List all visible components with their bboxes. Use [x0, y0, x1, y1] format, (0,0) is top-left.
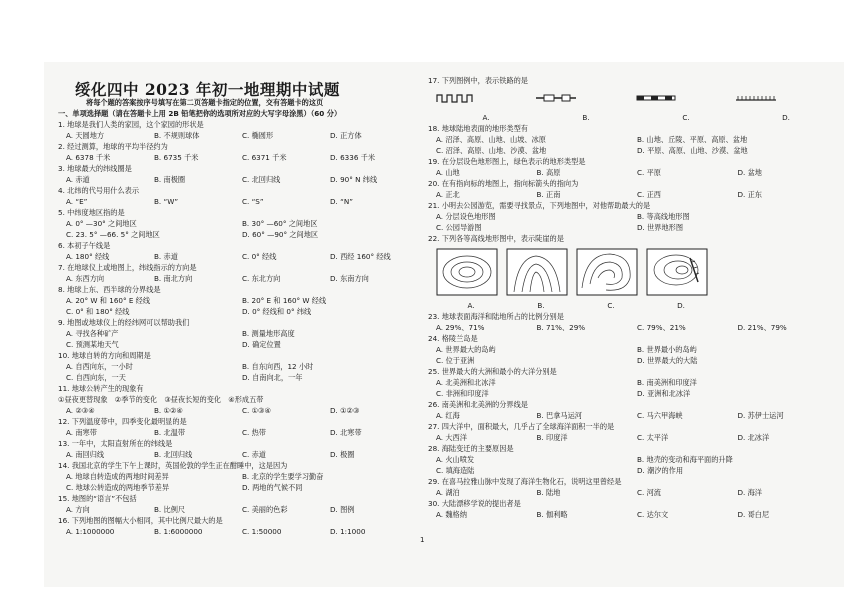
answer-option: C. 河流 — [637, 488, 661, 497]
option-label: D. — [677, 301, 685, 310]
answer-option: B. 等高线地形图 — [637, 212, 690, 221]
answer-option: D. 90° N 纬线 — [330, 175, 378, 184]
answer-option: B. 高原 — [536, 168, 561, 177]
question-text: 7. 在地球仪上或地图上，纬线指示的方向是 — [58, 263, 197, 272]
answer-option: C. 沼泽、高原、山地、沙漠、盆地 — [436, 146, 547, 155]
answer-option: D. 北冰洋 — [737, 433, 770, 442]
option-row — [58, 229, 418, 240]
option-row — [428, 377, 838, 388]
answer-option: A. 火山喷发 — [436, 455, 475, 464]
answer-option: D. 盆地 — [737, 168, 762, 177]
option-row — [428, 134, 838, 145]
option-row — [428, 189, 838, 200]
answer-option: D. 0° 经线和 0° 纬线 — [242, 307, 312, 316]
answer-option: D. 海洋 — [737, 488, 762, 497]
option-row — [58, 526, 418, 537]
answer-option: A. 东西方向 — [66, 274, 105, 283]
answer-option: D. 极圈 — [330, 450, 355, 459]
option-row — [428, 355, 838, 366]
question-22: 22. 下列各等高线地形图中，表示陡崖的是 — [428, 234, 564, 243]
question-text: ①昼夜更替现象 ②季节的变化 ③昼夜长短的变化 ④形成五带 — [58, 395, 264, 404]
answer-option: D. 平原、高原、山地、沙漠、盆地 — [637, 146, 748, 155]
question-text: 8. 地球上东、西半球的分界线是 — [58, 285, 161, 294]
contour-map-d — [646, 248, 708, 296]
option-row — [58, 328, 418, 339]
answer-option: C. “S” — [242, 197, 264, 206]
exam-title: 绥化四中 2023 年初一地理期中试题 — [75, 80, 340, 99]
option-row — [58, 471, 418, 482]
question-text: 3. 地球最大的纬线圈是 — [58, 164, 132, 173]
answer-option: C. 0° 和 180° 经线 — [66, 307, 130, 316]
answer-option: B. 印度洋 — [536, 433, 568, 442]
answer-option: B. 30° —60° 之间地区 — [242, 219, 318, 228]
answer-option: B. 地壳的变动和海平面的升降 — [637, 455, 733, 464]
option-row — [58, 273, 418, 284]
question-text: 16. 下列地图的图幅大小相同，其中比例尺最大的是 — [58, 516, 223, 525]
legend-symbols — [428, 86, 838, 112]
answer-option: A. “E” — [66, 197, 88, 206]
answer-option: B. 20° E 和 160° W 经线 — [242, 296, 327, 305]
answer-option: A. 魏格纳 — [436, 510, 467, 519]
left-column — [58, 97, 418, 537]
contour-map-b — [506, 248, 568, 296]
answer-option: D. 60° —90° 之间地区 — [242, 230, 319, 239]
right-questions-b — [428, 311, 838, 520]
answer-option: B. 6735 千米 — [154, 153, 199, 162]
answer-option: C. 位于亚洲 — [436, 356, 475, 365]
answer-option: B. 1:6000000 — [154, 527, 203, 536]
contour-option-labels — [428, 300, 838, 311]
question-text: 15. 地图的“语言”不包括 — [58, 494, 137, 503]
question-text: 9. 地图或地球仪上的经纬网可以帮助我们 — [58, 318, 190, 327]
contour-maps — [428, 244, 838, 300]
option-row — [428, 211, 838, 222]
answer-option: A. 红海 — [436, 411, 460, 420]
answer-option: C. 椭圆形 — [242, 131, 274, 140]
answer-option: C. 马六甲海峡 — [637, 411, 683, 420]
answer-option: C. 自西向东，一天 — [66, 373, 126, 382]
answer-option: D. 西经 160° 经线 — [330, 252, 391, 261]
question-text: 27. 四大洋中，面积最大，几乎占了全球海洋面积一半的是 — [428, 422, 615, 431]
answer-option: A. 寻找各种矿产 — [66, 329, 119, 338]
answer-option: B. 南极圈 — [154, 175, 186, 184]
answer-option: A. 正北 — [436, 190, 460, 199]
answer-option: A. 180° 经线 — [66, 252, 110, 261]
option-row — [58, 130, 418, 141]
left-questions — [58, 119, 418, 537]
answer-option: D. 图例 — [330, 505, 355, 514]
answer-option: B. “W” — [154, 197, 179, 206]
answer-option: B. 北回归线 — [154, 450, 193, 459]
option-row — [428, 432, 838, 443]
answer-option: D. “N” — [330, 197, 353, 206]
option-row — [58, 372, 418, 383]
answer-option: D. ①②③ — [330, 406, 360, 415]
question-text: 6. 本初子午线是 — [58, 241, 111, 250]
question-text: 4. 北纬的代号用什么表示 — [58, 186, 140, 195]
answer-option: A. 湖泊 — [436, 488, 460, 497]
answer-option: A. 6378 千米 — [66, 153, 111, 162]
wall-symbol — [436, 93, 536, 106]
option-row — [58, 361, 418, 372]
option-row — [428, 454, 838, 465]
answer-option: D. 北寒带 — [330, 428, 362, 437]
answer-option: D. 亚洲和北冰洋 — [637, 389, 691, 398]
answer-option: B. ①②④ — [154, 406, 183, 415]
question-text: 28. 海陆变迁的主要原因是 — [428, 444, 514, 453]
option-row — [58, 306, 418, 317]
answer-option: A. 南寒带 — [66, 428, 97, 437]
contour-map-c — [576, 248, 638, 296]
answer-option: C. 热带 — [242, 428, 266, 437]
answer-option: D. 自南向北，一年 — [242, 373, 303, 382]
answer-option: D. 世界地形图 — [637, 223, 684, 232]
answer-option: B. 陆地 — [536, 488, 561, 497]
answer-option: B. 北温带 — [154, 428, 186, 437]
option-row — [58, 504, 418, 515]
option-label: B. — [582, 113, 590, 122]
contour-map-a — [436, 248, 498, 296]
question-text: 13. 一年中，太阳直射所在的纬线是 — [58, 439, 173, 448]
answer-option: D. 21%、79% — [737, 323, 787, 332]
answer-option: D. 正方体 — [330, 131, 362, 140]
answer-option: A. 天圆地方 — [66, 131, 105, 140]
question-text: 19. 在分层设色地形图上，绿色表示的地形类型是 — [428, 157, 586, 166]
question-text: 14. 我国北京的学生下午上课时，英国伦敦的学生正在酣睡中，这是因为 — [58, 461, 288, 470]
answer-option: B. 世界最小的岛屿 — [637, 345, 697, 354]
option-row — [428, 344, 838, 355]
answer-option: B. 巴拿马运河 — [536, 411, 582, 420]
answer-option: A. 世界最大的岛屿 — [436, 345, 496, 354]
answer-option: B. 71%、29% — [536, 323, 586, 332]
option-row — [428, 509, 838, 520]
answer-option: C. 北回归线 — [242, 175, 281, 184]
answer-option: B. 比例尺 — [154, 505, 186, 514]
question-text: 23. 地球表面海洋和陆地所占的比例分别是 — [428, 312, 564, 321]
answer-option: B. 伽利略 — [536, 510, 568, 519]
answer-option: B. 自东向西，12 小时 — [242, 362, 314, 371]
answer-option: C. 0° 经线 — [242, 252, 277, 261]
option-row — [58, 218, 418, 229]
answer-option: C. 1:50000 — [242, 527, 282, 536]
option-row — [428, 465, 838, 476]
answer-option: A. 0° —30° 之间地区 — [66, 219, 137, 228]
answer-option: B. 山地、丘陵、平原、高原、盆地 — [637, 135, 748, 144]
page-number: 1 — [420, 536, 425, 544]
question-text: 18. 地球陆地表面的地形类型有 — [428, 124, 528, 133]
answer-option: B. 赤道 — [154, 252, 178, 261]
question-text: 11. 地球公转产生的现象有 — [58, 384, 144, 393]
option-row — [58, 196, 418, 207]
answer-option: C. 填海造陆 — [436, 466, 475, 475]
answer-option: C. 太平洋 — [637, 433, 669, 442]
answer-option: A. 29%、71% — [436, 323, 485, 332]
option-row — [428, 222, 838, 233]
question-text: 1. 地球是我们人类的家园，这个家园的形状是 — [58, 120, 204, 129]
option-label: A. — [482, 113, 490, 122]
question-text: 10. 地球自转的方向和周期是 — [58, 351, 151, 360]
answer-option: A. 南回归线 — [66, 450, 105, 459]
answer-option: D. 哥白尼 — [737, 510, 770, 519]
answer-option: C. 6371 千米 — [242, 153, 287, 162]
intro-text: 将每个题的答案按序号填写在第二页答题卡指定的位置，交有答题卡的这页 — [86, 98, 324, 107]
answer-option: D. 潮汐的作用 — [637, 466, 684, 475]
answer-option: C. 公园导游图 — [436, 223, 482, 232]
answer-option: C. 79%、21% — [637, 323, 686, 332]
answer-option: D. 正东 — [737, 190, 762, 199]
section-heading: 一、单项选择题（请在答题卡上用 2B 铅笔把你的选项所对应的大写字母涂黑）（60 分） — [58, 109, 342, 118]
option-row — [58, 427, 418, 438]
answer-option: C. 美丽的色彩 — [242, 505, 288, 514]
answer-option: C. 东北方向 — [242, 274, 281, 283]
bridge-symbol — [536, 93, 636, 106]
option-row — [58, 251, 418, 262]
answer-option: B. 测量地形高度 — [242, 329, 295, 338]
option-label: B. — [537, 301, 545, 310]
question-text: 29. 在喜马拉雅山脉中发现了海洋生物化石，说明这里曾经是 — [428, 477, 622, 486]
answer-option: D. 1:1000 — [330, 527, 366, 536]
answer-option: A. 地球自转造成的两地时间差异 — [66, 472, 169, 481]
answer-option: D. 6336 千米 — [330, 153, 376, 162]
answer-option: A. 20° W 和 160° E 经线 — [66, 296, 151, 305]
option-row — [58, 174, 418, 185]
answer-option: A. 北美洲和北冰洋 — [436, 378, 496, 387]
option-row — [428, 322, 838, 333]
answer-option: C. 23. 5° —66. 5° 之间地区 — [66, 230, 160, 239]
question-text: 26. 南美洲和北美洲的分界线是 — [428, 400, 528, 409]
answer-option: D. 两地的气候不同 — [242, 483, 303, 492]
railway-symbol — [636, 93, 736, 106]
answer-option: A. ②③④ — [66, 406, 95, 415]
answer-option: D. 苏伊士运河 — [737, 411, 784, 420]
option-row — [428, 487, 838, 498]
option-row — [58, 405, 418, 416]
option-label: D. — [782, 113, 790, 122]
answer-option: B. 南美洲和印度洋 — [637, 378, 697, 387]
option-label: A. — [467, 301, 475, 310]
answer-option: B. 不规则球体 — [154, 131, 200, 140]
option-row — [428, 167, 838, 178]
answer-option: A. 分层设色地形图 — [436, 212, 496, 221]
option-row — [58, 339, 418, 350]
answer-option: D. 确定位置 — [242, 340, 281, 349]
right-column — [428, 75, 838, 520]
option-label: C. — [682, 113, 690, 122]
answer-option: C. 预测某地天气 — [66, 340, 119, 349]
answer-option: A. 1:1000000 — [66, 527, 115, 536]
answer-option: C. 平原 — [637, 168, 661, 177]
answer-option: D. 东南方向 — [330, 274, 369, 283]
answer-option: C. 地球公转造成的两地季节差异 — [66, 483, 170, 492]
question-text: 2. 经过测算，地球的平均半径约为 — [58, 142, 168, 151]
answer-option: C. 达尔文 — [637, 510, 669, 519]
question-text: 30. 大陆漂移学说的提出者是 — [428, 499, 521, 508]
question-text: 20. 在有指向标的地图上，指向标箭头的指向为 — [428, 179, 579, 188]
answer-option: A. 赤道 — [66, 175, 90, 184]
answer-option: C. 非洲和印度洋 — [436, 389, 489, 398]
answer-option: B. 北京的学生要学习勤奋 — [242, 472, 324, 481]
cliff-symbol — [736, 93, 836, 106]
question-text: 12. 下列温度带中，四季变化最明显的是 — [58, 417, 187, 426]
option-row — [58, 482, 418, 493]
answer-option: A. 山地 — [436, 168, 460, 177]
question-text: 5. 中纬度地区指的是 — [58, 208, 125, 217]
option-row — [58, 152, 418, 163]
option-row — [58, 449, 418, 460]
question-17: 17. 下列图例中，表示铁路的是 — [428, 76, 528, 85]
option-row — [428, 388, 838, 399]
answer-option: D. 世界最大的大陆 — [637, 356, 698, 365]
answer-option: B. 南北方向 — [154, 274, 193, 283]
answer-option: A. 沼泽、高原、山地、山坡、冰原 — [436, 135, 546, 144]
answer-option: C. 正西 — [637, 190, 661, 199]
answer-option: C. ①③④ — [242, 406, 271, 415]
question-text: 24. 格陵兰岛是 — [428, 334, 478, 343]
answer-option: A. 方向 — [66, 505, 90, 514]
answer-option: C. 赤道 — [242, 450, 266, 459]
option-row — [428, 410, 838, 421]
option-row — [428, 145, 838, 156]
question-text: 25. 世界最大的大洲和最小的大洋分别是 — [428, 367, 557, 376]
option-label: C. — [607, 301, 615, 310]
option-row — [58, 295, 418, 306]
right-questions-a — [428, 123, 838, 233]
answer-option: B. 正南 — [536, 190, 561, 199]
question-text: 21. 小明去公园游览，需要寻找景点，下列地图中，对他帮助最大的是 — [428, 201, 651, 210]
answer-option: A. 大西洋 — [436, 433, 467, 442]
answer-option: A. 自西向东，一小时 — [66, 362, 133, 371]
legend-option-labels — [428, 112, 838, 123]
